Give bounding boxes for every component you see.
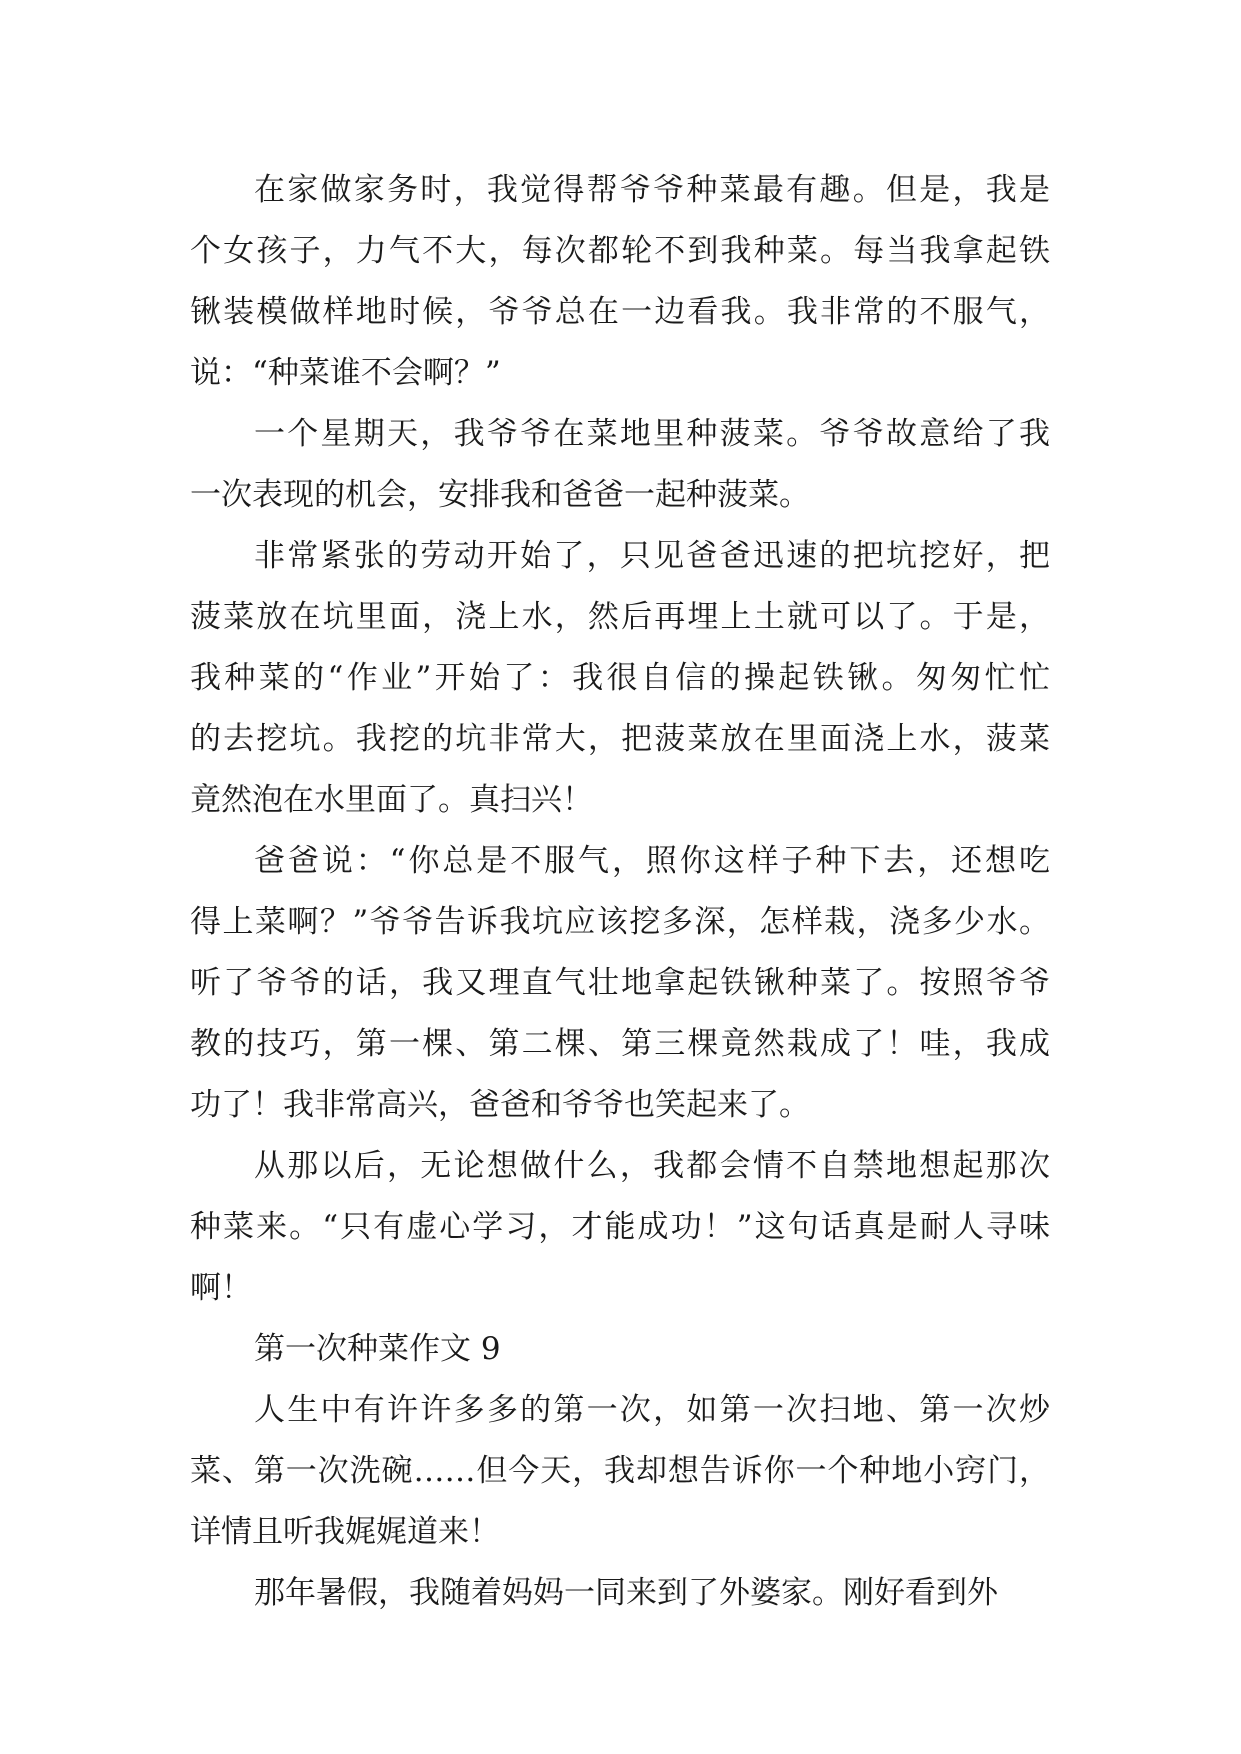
text-line: 种菜来。“只有虚心学习，才能成功！”这句话真是耐人寻味 bbox=[190, 1209, 1050, 1245]
text-line: 我种菜的“作业”开始了：我很自信的操起铁锹。匆匆忙忙 bbox=[190, 660, 1050, 696]
text-line: 个女孩子，力气不大，每次都轮不到我种菜。每当我拿起铁 bbox=[190, 233, 1050, 269]
text-line: 那年暑假，我随着妈妈一同来到了外婆家。刚好看到外 bbox=[254, 1575, 998, 1611]
text-line: 从那以后，无论想做什么，我都会情不自禁地想起那次 bbox=[254, 1148, 1050, 1184]
text-line: 菠菜放在坑里面，浇上水，然后再埋上土就可以了。于是， bbox=[190, 599, 1050, 635]
text-line: 竟然泡在水里面了。真扫兴！ bbox=[190, 782, 593, 818]
paragraph bbox=[190, 1563, 1050, 1624]
text-line: 教的技巧，第一棵、第二棵、第三棵竟然栽成了！哇，我成 bbox=[190, 1026, 1050, 1062]
paragraph bbox=[190, 831, 1050, 1136]
text-line: 非常紧张的劳动开始了，只见爸爸迅速的把坑挖好，把 bbox=[254, 538, 1050, 574]
paragraph bbox=[190, 526, 1050, 831]
text-line: 啊！ bbox=[190, 1270, 252, 1306]
paragraph bbox=[190, 404, 1050, 526]
text-line: 说：“种菜谁不会啊？” bbox=[190, 355, 501, 391]
text-line: 锹装模做样地时候，爷爷总在一边看我。我非常的不服气， bbox=[190, 294, 1050, 330]
heading-text: 第一次种菜作文 9 bbox=[254, 1331, 501, 1367]
text-line: 详情且听我娓娓道来！ bbox=[190, 1514, 500, 1550]
paragraph bbox=[190, 1136, 1050, 1319]
text-line: 一次表现的机会，安排我和爸爸一起种菠菜。 bbox=[190, 477, 810, 513]
text-line: 得上菜啊？”爷爷告诉我坑应该挖多深，怎样栽，浇多少水。 bbox=[190, 904, 1050, 940]
document-body bbox=[190, 160, 1050, 1624]
text-line: 一个星期天，我爷爷在菜地里种菠菜。爷爷故意给了我 bbox=[254, 416, 1050, 452]
text-line: 的去挖坑。我挖的坑非常大，把菠菜放在里面浇上水，菠菜 bbox=[190, 721, 1050, 757]
paragraph bbox=[190, 1380, 1050, 1563]
text-line: 爸爸说：“你总是不服气，照你这样子种下去，还想吃 bbox=[254, 843, 1050, 879]
text-line: 功了！我非常高兴，爸爸和爷爷也笑起来了。 bbox=[190, 1087, 810, 1123]
text-line: 在家做家务时，我觉得帮爷爷种菜最有趣。但是，我是 bbox=[254, 172, 1050, 208]
text-line: 听了爷爷的话，我又理直气壮地拿起铁锹种菜了。按照爷爷 bbox=[190, 965, 1050, 1001]
section-heading bbox=[190, 1319, 1050, 1380]
paragraph bbox=[190, 160, 1050, 404]
text-line: 菜、第一次洗碗……但今天，我却想告诉你一个种地小窍门， bbox=[190, 1453, 1050, 1489]
text-line: 人生中有许许多多的第一次，如第一次扫地、第一次炒 bbox=[254, 1392, 1050, 1428]
